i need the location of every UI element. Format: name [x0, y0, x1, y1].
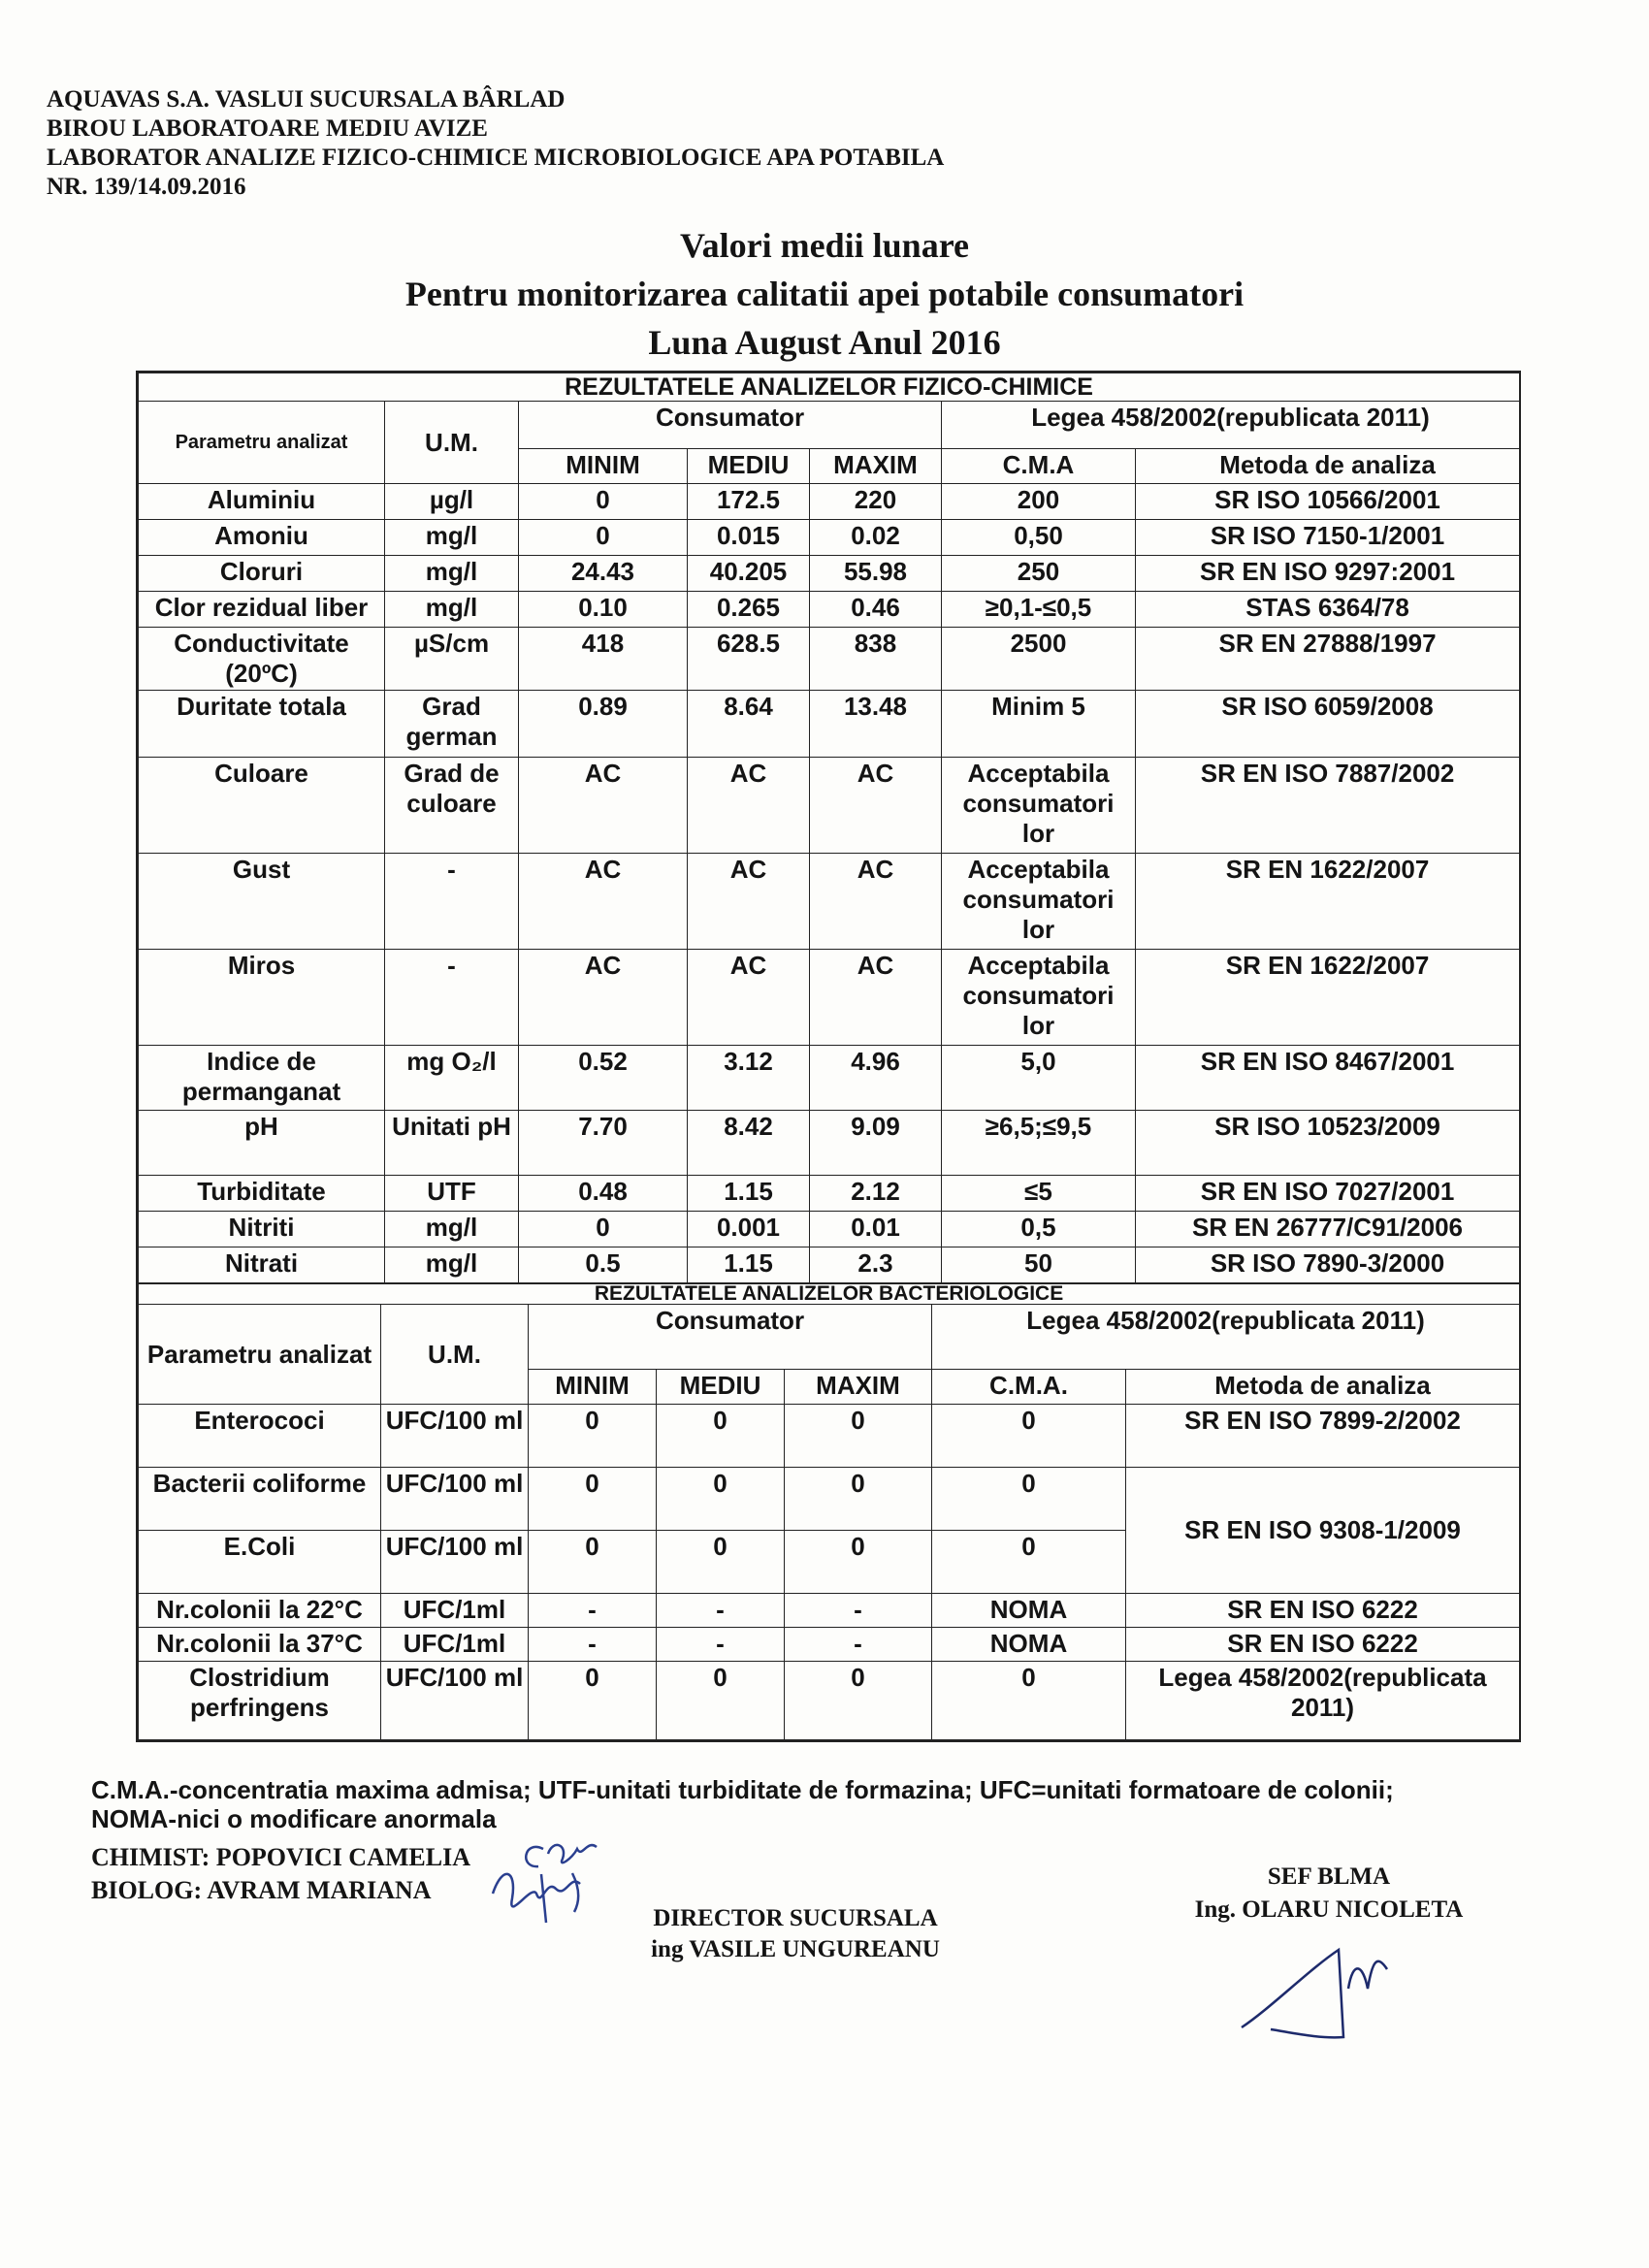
- method: SR EN ISO 8467/2001: [1136, 1046, 1520, 1111]
- table-row: [139, 1111, 1520, 1176]
- param-name: Enterococi: [139, 1405, 381, 1468]
- unit: µg/l: [385, 484, 519, 520]
- results-sheet: [136, 371, 1521, 1742]
- value-min: AC: [519, 758, 688, 854]
- unit: mg/l: [385, 592, 519, 628]
- cma-limit: ≥6,5;≤9,5: [942, 1111, 1136, 1176]
- value-min: 418: [519, 628, 688, 691]
- fc-header-lege: Legea 458/2002(republicata 2011): [942, 402, 1520, 449]
- method: SR EN 1622/2007: [1136, 950, 1520, 1046]
- physico-chemical-table: [138, 373, 1520, 1283]
- director-title: DIRECTOR SUCURSALA: [653, 1905, 938, 1931]
- method: SR EN ISO 7899-2/2002: [1126, 1405, 1520, 1468]
- bact-header-med: MEDIU: [657, 1370, 785, 1405]
- table-row: [139, 1046, 1520, 1111]
- value-med: 0: [657, 1468, 785, 1531]
- value-max: -: [785, 1594, 932, 1628]
- value-med: 1.15: [688, 1176, 810, 1212]
- method: SR EN ISO 6222: [1126, 1628, 1520, 1662]
- unit: Unitati pH: [385, 1111, 519, 1176]
- param-name: pH: [139, 1111, 385, 1176]
- param-name: Cloruri: [139, 556, 385, 592]
- param-name: Culoare: [139, 758, 385, 854]
- bact-header-um: U.M.: [381, 1305, 529, 1405]
- value-min: 0.52: [519, 1046, 688, 1111]
- cma-limit: Acceptabila consumatori lor: [942, 758, 1136, 854]
- value-max: 55.98: [810, 556, 942, 592]
- document-titles: [0, 221, 1649, 367]
- unit: mg/l: [385, 1212, 519, 1247]
- method: SR EN ISO 7887/2002: [1136, 758, 1520, 854]
- value-max: AC: [810, 950, 942, 1046]
- value-min: 0.5: [519, 1247, 688, 1283]
- value-med: 0.265: [688, 592, 810, 628]
- fc-header-param: Parametru analizat: [139, 402, 385, 484]
- param-name: Nitriti: [139, 1212, 385, 1247]
- table-row: [139, 1662, 1520, 1740]
- value-min: 0.89: [519, 691, 688, 758]
- table-row: [139, 592, 1520, 628]
- table-row: [139, 628, 1520, 691]
- param-name: Miros: [139, 950, 385, 1046]
- method: SR EN ISO 9308-1/2009: [1126, 1468, 1520, 1594]
- header-company: AQUAVAS S.A. VASLUI SUCURSALA BÂRLAD: [47, 86, 566, 113]
- value-min: AC: [519, 854, 688, 950]
- value-max: 0.01: [810, 1212, 942, 1247]
- cma-limit: Acceptabila consumatori lor: [942, 854, 1136, 950]
- fc-header-max: MAXIM: [810, 449, 942, 484]
- param-name: Clor rezidual liber: [139, 592, 385, 628]
- unit: mg/l: [385, 556, 519, 592]
- value-med: 40.205: [688, 556, 810, 592]
- fc-header-cma: C.M.A: [942, 449, 1136, 484]
- method: SR EN 26777/C91/2006: [1136, 1212, 1520, 1247]
- value-min: 0: [519, 520, 688, 556]
- director-name: ing VASILE UNGUREANU: [651, 1936, 940, 1962]
- bact-header-metoda: Metoda de analiza: [1126, 1370, 1520, 1405]
- value-min: 0.48: [519, 1176, 688, 1212]
- cma-limit: 0,5: [942, 1212, 1136, 1247]
- value-max: -: [785, 1628, 932, 1662]
- method: SR ISO 7150-1/2001: [1136, 520, 1520, 556]
- cma-limit: NOMA: [932, 1628, 1126, 1662]
- param-name: Clostridium perfringens: [139, 1662, 381, 1740]
- value-max: 0.02: [810, 520, 942, 556]
- bacteriological-table: [138, 1283, 1520, 1740]
- unit: Grad de culoare: [385, 758, 519, 854]
- value-max: 13.48: [810, 691, 942, 758]
- value-med: 0.001: [688, 1212, 810, 1247]
- legend-note-2: NOMA-nici o modificare anormala: [91, 1804, 497, 1833]
- table-row: [139, 1628, 1520, 1662]
- cma-limit: Acceptabila consumatori lor: [942, 950, 1136, 1046]
- unit: µS/cm: [385, 628, 519, 691]
- value-max: 9.09: [810, 1111, 942, 1176]
- legend-note-1: C.M.A.-concentratia maxima admisa; UTF-unitati turbiditate de formazina; UFC=unitati formatoare de colonii;: [91, 1775, 1394, 1804]
- fc-section-title: REZULTATELE ANALIZELOR FIZICO-CHIMICE: [139, 373, 1520, 402]
- table-row: [139, 1405, 1520, 1468]
- value-min: 0: [519, 484, 688, 520]
- value-max: 0: [785, 1662, 932, 1740]
- cma-limit: 0: [932, 1662, 1126, 1740]
- unit: UFC/100 ml: [381, 1468, 529, 1531]
- method: SR ISO 7890-3/2000: [1136, 1247, 1520, 1283]
- value-med: 8.42: [688, 1111, 810, 1176]
- cma-limit: 0: [932, 1405, 1126, 1468]
- value-max: 0.46: [810, 592, 942, 628]
- header-office: BIROU LABORATOARE MEDIU AVIZE: [47, 115, 488, 142]
- param-name: Duritate totala: [139, 691, 385, 758]
- unit: UTF: [385, 1176, 519, 1212]
- value-max: 0: [785, 1531, 932, 1594]
- value-min: 7.70: [519, 1111, 688, 1176]
- unit: UFC/100 ml: [381, 1405, 529, 1468]
- fc-header-med: MEDIU: [688, 449, 810, 484]
- param-name: Nr.colonii la 22°C: [139, 1594, 381, 1628]
- value-min: 24.43: [519, 556, 688, 592]
- unit: Grad german: [385, 691, 519, 758]
- cma-limit: 5,0: [942, 1046, 1136, 1111]
- bact-header-lege: Legea 458/2002(republicata 2011): [932, 1305, 1520, 1370]
- fc-header-metoda: Metoda de analiza: [1136, 449, 1520, 484]
- sef-name: Ing. OLARU NICOLETA: [1194, 1896, 1464, 1923]
- cma-limit: 250: [942, 556, 1136, 592]
- unit: mg O₂/l: [385, 1046, 519, 1111]
- value-max: AC: [810, 758, 942, 854]
- bact-header-min: MINIM: [529, 1370, 657, 1405]
- cma-limit: 200: [942, 484, 1136, 520]
- unit: mg/l: [385, 1247, 519, 1283]
- param-name: Nitrati: [139, 1247, 385, 1283]
- biolog-name: BIOLOG: AVRAM MARIANA: [91, 1876, 432, 1904]
- table-row: [139, 520, 1520, 556]
- cma-limit: Minim 5: [942, 691, 1136, 758]
- biolog-signature: [483, 1855, 609, 1932]
- unit: mg/l: [385, 520, 519, 556]
- value-med: 0.015: [688, 520, 810, 556]
- title-line-2: Pentru monitorizarea calitatii apei potabile consumatori: [404, 275, 1245, 313]
- cma-limit: 2500: [942, 628, 1136, 691]
- param-name: E.Coli: [139, 1531, 381, 1594]
- cma-limit: 50: [942, 1247, 1136, 1283]
- cma-limit: 0,50: [942, 520, 1136, 556]
- cma-limit: ≥0,1-≤0,5: [942, 592, 1136, 628]
- table-row: [139, 854, 1520, 950]
- value-max: 2.3: [810, 1247, 942, 1283]
- unit: UFC/1ml: [381, 1594, 529, 1628]
- param-name: Aluminiu: [139, 484, 385, 520]
- value-min: 0: [529, 1468, 657, 1531]
- table-row: [139, 1212, 1520, 1247]
- header-lab: LABORATOR ANALIZE FIZICO-CHIMICE MICROBIOLOGICE APA POTABILA: [47, 145, 945, 171]
- value-min: -: [529, 1628, 657, 1662]
- value-med: 0: [657, 1405, 785, 1468]
- value-min: -: [529, 1594, 657, 1628]
- method: SR EN 1622/2007: [1136, 854, 1520, 950]
- bact-header-consumator: Consumator: [529, 1305, 932, 1370]
- director-block: [611, 1903, 980, 1965]
- unit: UFC/100 ml: [381, 1662, 529, 1740]
- title-line-3: Luna August Anul 2016: [648, 323, 1001, 362]
- legend-notes: [91, 1775, 1546, 1833]
- bact-header-cma: C.M.A.: [932, 1370, 1126, 1405]
- value-min: 0.10: [519, 592, 688, 628]
- method: SR EN ISO 9297:2001: [1136, 556, 1520, 592]
- method: SR EN ISO 6222: [1126, 1594, 1520, 1628]
- method: Legea 458/2002(republicata 2011): [1126, 1662, 1520, 1740]
- param-name: Turbiditate: [139, 1176, 385, 1212]
- value-med: 3.12: [688, 1046, 810, 1111]
- method: SR ISO 6059/2008: [1136, 691, 1520, 758]
- value-max: 4.96: [810, 1046, 942, 1111]
- value-max: 2.12: [810, 1176, 942, 1212]
- fc-header-min: MINIM: [519, 449, 688, 484]
- value-max: AC: [810, 854, 942, 950]
- table-row: [139, 758, 1520, 854]
- value-min: 0: [529, 1662, 657, 1740]
- value-max: 0: [785, 1405, 932, 1468]
- unit: -: [385, 950, 519, 1046]
- signatories-left: [91, 1841, 470, 1907]
- table-row: [139, 691, 1520, 758]
- method: SR ISO 10523/2009: [1136, 1111, 1520, 1176]
- table-row: [139, 1594, 1520, 1628]
- unit: UFC/100 ml: [381, 1531, 529, 1594]
- bact-header-param: Parametru analizat: [139, 1305, 381, 1405]
- cma-limit: ≤5: [942, 1176, 1136, 1212]
- value-med: 628.5: [688, 628, 810, 691]
- param-name: Conductivitate (20ºC): [139, 628, 385, 691]
- cma-limit: NOMA: [932, 1594, 1126, 1628]
- sef-block: [1164, 1861, 1494, 1927]
- header-number: NR. 139/14.09.2016: [47, 174, 246, 200]
- table-row: [139, 1247, 1520, 1283]
- value-min: AC: [519, 950, 688, 1046]
- title-line-1: Valori medii lunare: [679, 226, 970, 265]
- value-med: AC: [688, 854, 810, 950]
- value-med: 0: [657, 1662, 785, 1740]
- param-name: Indice de permanganat: [139, 1046, 385, 1111]
- sef-signature: [1232, 1930, 1406, 2047]
- unit: UFC/1ml: [381, 1628, 529, 1662]
- value-min: 0: [529, 1405, 657, 1468]
- cma-limit: 0: [932, 1468, 1126, 1531]
- value-med: AC: [688, 758, 810, 854]
- table-row: [139, 484, 1520, 520]
- value-med: -: [657, 1594, 785, 1628]
- table-row: [139, 1176, 1520, 1212]
- value-min: 0: [529, 1531, 657, 1594]
- table-row: [139, 950, 1520, 1046]
- fc-header-consumator: Consumator: [519, 402, 942, 449]
- value-max: 0: [785, 1468, 932, 1531]
- method: STAS 6364/78: [1136, 592, 1520, 628]
- method: SR ISO 10566/2001: [1136, 484, 1520, 520]
- document-header: [47, 85, 944, 202]
- chimist-name: CHIMIST: POPOVICI CAMELIA: [91, 1843, 470, 1871]
- value-med: 1.15: [688, 1247, 810, 1283]
- table-row: [139, 1468, 1520, 1531]
- unit: -: [385, 854, 519, 950]
- param-name: Amoniu: [139, 520, 385, 556]
- value-min: 0: [519, 1212, 688, 1247]
- value-med: -: [657, 1628, 785, 1662]
- param-name: Gust: [139, 854, 385, 950]
- value-max: 220: [810, 484, 942, 520]
- value-med: 0: [657, 1531, 785, 1594]
- value-med: 8.64: [688, 691, 810, 758]
- param-name: Bacterii coliforme: [139, 1468, 381, 1531]
- param-name: Nr.colonii la 37°C: [139, 1628, 381, 1662]
- bact-header-max: MAXIM: [785, 1370, 932, 1405]
- sef-title: SEF BLMA: [1267, 1863, 1391, 1890]
- value-med: 172.5: [688, 484, 810, 520]
- value-med: AC: [688, 950, 810, 1046]
- method: SR EN 27888/1997: [1136, 628, 1520, 691]
- bact-section-title: REZULTATELE ANALIZELOR BACTERIOLOGICE: [139, 1284, 1520, 1305]
- cma-limit: 0: [932, 1531, 1126, 1594]
- fc-header-um: U.M.: [385, 402, 519, 484]
- method: SR EN ISO 7027/2001: [1136, 1176, 1520, 1212]
- table-row: [139, 556, 1520, 592]
- value-max: 838: [810, 628, 942, 691]
